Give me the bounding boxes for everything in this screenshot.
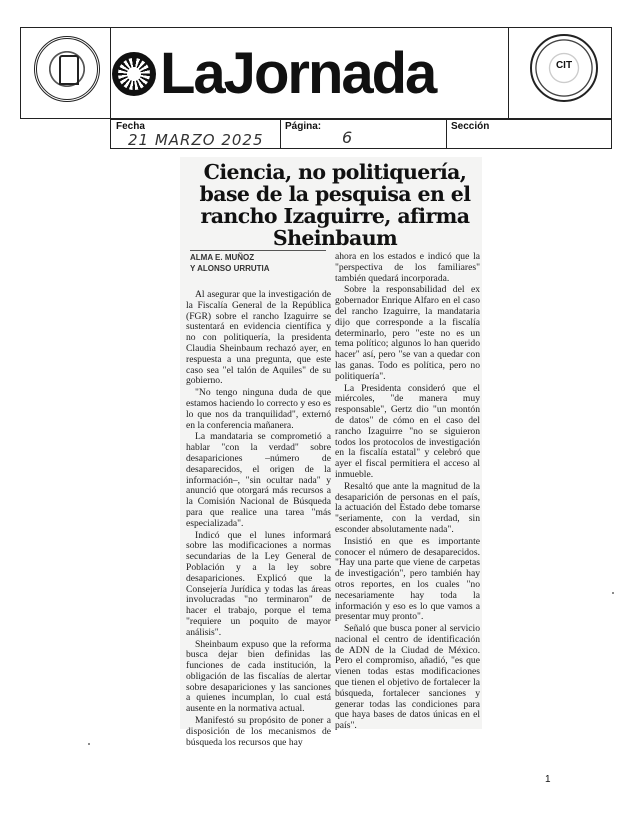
pagina-label: Página: [285, 121, 322, 132]
logo-text: LaJornada [160, 41, 436, 106]
paragraph: Sheinbaum expuso que la reforma busca dejar bien definidas las funciones de cada institución, la obligación de las fiscalías de alertar sobre desapariciones y las sanciones a quienes incumplan, lo cual está ausente en la normativa actual. [186, 638, 331, 715]
paragraph: Insistió en que es importante conocer el número de desaparecidos. "Hay una parte que viene de carpetas de investigación", pero también hay otros reportes, en los cuales "no necesariamente hay toda la información y eso es lo que vamos a presentar muy pronto". [335, 535, 480, 623]
paragraph: Señaló que busca poner al servicio nacional el centro de identificación de ADN de la Ciudad de México. Pero el compromiso, añadió, "es que vienen todas estas modificaciones que tienen el objetivo de fortalecer la búsqueda, fortalecer sanciones y generar todas las condiciones para que haya bases de datos únicas en el país". [335, 623, 480, 732]
page-number: 1 [545, 774, 551, 785]
left-seal-emblem [34, 36, 100, 102]
paragraph: La mandataria se comprometió a hablar "con la verdad" sobre desapariciones –número de desaparecidos, el origen de la información–, "sin ocultar nada" y anunció que otorgará más recursos a la Comisión Nacional de Búsqueda para que realice una tarea "más especializada". [186, 431, 331, 529]
paragraph: Resaltó que ante la magnitud de la desaparición de personas en el país, la actuación del Estado debe tomarse "seriamente, con la verdad, sin esconder absolutamente nada". [335, 480, 480, 535]
paragraph: Indicó que el lunes informará sobre las modificaciones a normas secundarias de la Ley General de Población y a la ley sobre desapariciones. Explicó que la Consejería Jurídica y todas las áreas involucradas "no terminaron" de hacer el trabajo, porque el tema "requiere un poquito de mayor análisis". [186, 529, 331, 638]
sun-logo-icon [112, 52, 156, 96]
byline-author-2: Y ALONSO URRUTIA [190, 264, 270, 273]
paragraph: La Presidenta consideró que el miércoles, "de manera muy responsable", Gertz dio "un montón de datos" de cómo en el caso del rancho Izaguirre "no se siguieron todos los protocolos de investigación en la fiscalía estatal" y celebró que ayer el fiscal permitiera el acceso al inmueble. [335, 382, 480, 480]
paragraph: Manifestó su propósito de poner a disposición de los mecanismos de búsqueda los recursos que hay [186, 715, 331, 748]
meta-divider-2 [446, 119, 447, 149]
byline-rule [190, 250, 326, 251]
scan-speck [612, 592, 614, 594]
paragraph: ahora en los estados e indicó que la "perspectiva de los familiares" también quedará incorporada. [335, 251, 480, 284]
scan-speck [88, 743, 90, 745]
article-headline: Ciencia, no politiquería, base de la pesquisa en el rancho Izaguirre, afirma Sheinbaum [199, 160, 471, 250]
byline-author-1: ALMA E. MUÑOZ [190, 253, 255, 262]
fecha-value: 21 MARZO 2025 [128, 131, 264, 149]
paragraph: "No tengo ninguna duda de que estamos haciendo lo correcto y eso es lo que nos da tranquilidad", externó en la conferencia mañanera. [186, 387, 331, 431]
header-divider-left [110, 27, 111, 119]
right-seal-text: CIT [555, 60, 573, 71]
right-seal-emblem [530, 34, 598, 102]
meta-divider-1 [280, 119, 281, 149]
newspaper-logo [112, 32, 512, 116]
article-column-right [335, 252, 480, 733]
pagina-value: 6 [342, 128, 353, 147]
fecha-label: Fecha [116, 121, 145, 132]
article-column-left [186, 290, 331, 749]
seccion-label: Sección [451, 121, 490, 132]
paragraph: Sobre la responsabilidad del ex gobernador Enrique Alfaro en el caso del rancho Izaguirre, la mandataria dijo que corresponde a la fiscalía determinarlo, pero "este no es un tema político; algunos lo han querido hacer" así, pero "se van a quedar con las ganas. Todo es política, pero no politiquería". [335, 284, 480, 382]
paragraph: Al asegurar que la investigación de la Fiscalía General de la República (FGR) sobre el rancho Izaguirre se sustentará en evidencia científica y no con politiquería, la presidenta Claudia Sheinbaum rechazó ayer, en respuesta a una pregunta, que este caso sea "el talón de Aquiles" de su gobierno. [186, 289, 331, 387]
